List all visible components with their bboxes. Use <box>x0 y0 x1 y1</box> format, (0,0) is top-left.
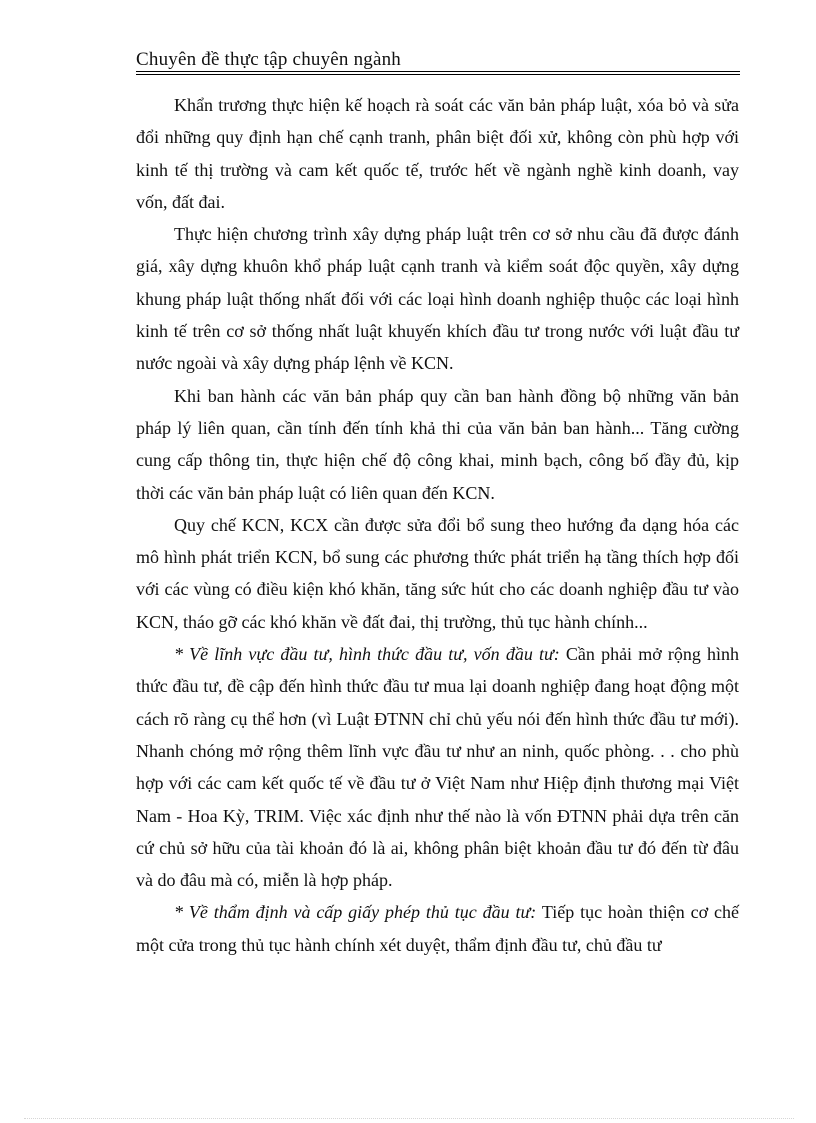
paragraph-legislation-program <box>136 218 739 379</box>
paragraph-text: Khẩn trương thực hiện kế hoạch rà soát các văn bản pháp luật, xóa bỏ và sửa đổi những quy định hạn chế cạnh tranh, phân biệt đối xử, không còn phù hợp với kinh tế thị trường và cam kết quốc tế, trước hết về ngành nghề kinh doanh, vay vốn, đất đai. <box>136 95 739 212</box>
paragraph-text: Khi ban hành các văn bản pháp quy cần ban hành đồng bộ những văn bản pháp lý liên quan, cần tính đến tính khả thi của văn bản ban hành... Tăng cường cung cấp thông tin, thực hiện chế độ công khai, minh bạch, công bố đầy đủ, kịp thời các văn bản pháp luật có liên quan đến KCN. <box>136 385 739 503</box>
paragraph-appraisal-licensing <box>136 896 739 961</box>
page-header <box>136 48 740 72</box>
paragraph-regulation-issuance <box>136 380 739 509</box>
paragraph-investment-field <box>136 638 739 896</box>
page-bottom-divider <box>24 1118 794 1119</box>
header-rule-top <box>136 71 740 72</box>
paragraph-lead-heading: * Về lĩnh vực đầu tư, hình thức đầu tư, vốn đầu tư: <box>174 644 560 665</box>
paragraph-text: Cần phải mở rộng hình thức đầu tư, đề cập đến hình thức đầu tư mua lại doanh nghiệp đang hoạt động một cách rõ ràng cụ thể hơn (vì Luật ĐTNN chỉ chủ yếu nói đến hình thức đầu tư mới). Nhanh chóng mở rộng thêm lĩnh vực đầu tư như an ninh, quốc phòng. . . cho phù hợp với các cam kết quốc tế về đầu tư ở Việt Nam như Hiệp định thương mại Việt Nam - Hoa Kỳ, TRIM. Việc xác định như thế nào là vốn ĐTNN phải dựa trên căn cứ chủ sở hữu của tài khoản đó là ai, không phân biệt khoản đầu tư đó đến từ đâu và do đâu mà có, miễn là hợp pháp. <box>136 644 740 891</box>
paragraph-text: Thực hiện chương trình xây dựng pháp luật trên cơ sở nhu cầu đã được đánh giá, xây dựng khuôn khổ pháp luật cạnh tranh và kiểm soát độc quyền, xây dựng khung pháp luật thống nhất đối với các loại hình doanh nghiệp thuộc các loại hình kinh tế trên cơ sở thống nhất luật khuyến khích đầu tư trong nước với luật đầu tư nước ngoài và xây dựng pháp lệnh về KCN. <box>136 224 739 374</box>
paragraph-kcn-kcx-regulation <box>136 509 739 638</box>
paragraph-text: Quy chế KCN, KCX cần được sửa đổi bổ sung theo hướng đa dạng hóa các mô hình phát triển KCN, bổ sung các phương thức phát triển hạ tầng thích hợp đối với các vùng có điều kiện khó khăn, tăng sức hút cho các doanh nghiệp đầu tư vào KCN, tháo gỡ các khó khăn về đất đai, thị trường, thủ tục hành chính... <box>136 514 739 632</box>
document-body <box>136 89 739 961</box>
paragraph-review-legal-documents <box>136 89 739 218</box>
paragraph-lead-heading: * Về thẩm định và cấp giấy phép thủ tục đầu tư: <box>174 902 537 923</box>
header-title: Chuyên đề thực tập chuyên ngành <box>136 49 402 70</box>
paragraph-text: Tiếp tục hoàn thiện cơ chế một cửa trong thủ tục hành chính xét duyệt, thẩm định đầu tư, chủ đầu tư <box>136 902 740 955</box>
header-rule-bottom <box>136 74 740 75</box>
